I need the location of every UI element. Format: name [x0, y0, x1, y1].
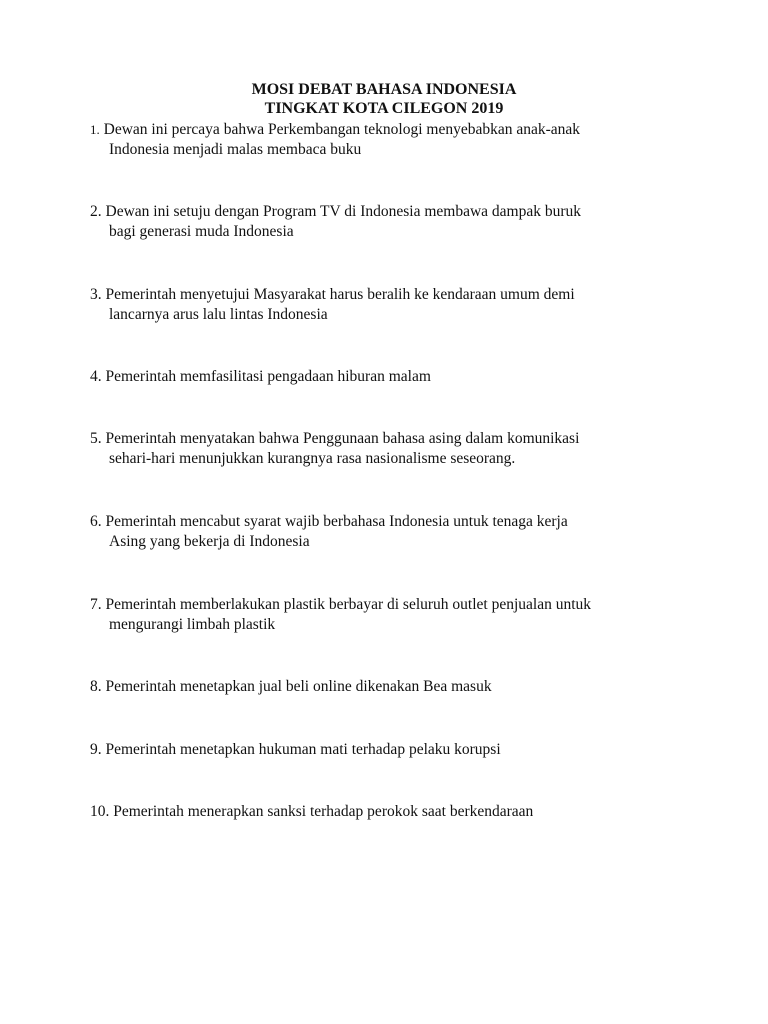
motion-continuation: lancarnya arus lalu lintas Indonesia — [109, 306, 328, 323]
motion-line-1 — [90, 285, 710, 305]
motion-line-1 — [90, 595, 710, 615]
motion-number: 4. — [90, 368, 102, 385]
motion-item-4 — [90, 367, 710, 387]
motion-item-9 — [90, 740, 710, 760]
motion-line-1 — [90, 202, 710, 222]
motion-item-10 — [90, 802, 710, 822]
motion-number: 9. — [90, 741, 102, 758]
motion-number: 2. — [90, 203, 102, 220]
motion-line-1 — [90, 740, 710, 760]
motion-text: Pemerintah menerapkan sanksi terhadap perokok saat berkendaraan — [109, 803, 534, 820]
motion-continuation: bagi generasi muda Indonesia — [109, 223, 294, 240]
motion-item-3 — [90, 285, 710, 325]
motion-text: Dewan ini percaya bahwa Perkembangan teknologi menyebabkan anak-anak — [99, 121, 581, 138]
motion-item-7 — [90, 595, 710, 635]
title-line-1: MOSI DEBAT BAHASA INDONESIA — [251, 81, 517, 98]
motion-line-1 — [90, 429, 710, 449]
motion-text: Pemerintah menetapkan hukuman mati terhadap pelaku korupsi — [101, 741, 501, 758]
motion-text: Pemerintah menyatakan bahwa Penggunaan bahasa asing dalam komunikasi — [101, 430, 580, 447]
motion-text: Pemerintah memfasilitasi pengadaan hiburan malam — [101, 368, 431, 385]
motion-text: Pemerintah menetapkan jual beli online dikenakan Bea masuk — [101, 678, 492, 695]
motion-number: 1. — [90, 122, 100, 137]
motion-number: 8. — [90, 678, 102, 695]
motion-item-2 — [90, 202, 710, 242]
motion-number: 3. — [90, 286, 102, 303]
motion-continuation: Asing yang bekerja di Indonesia — [109, 533, 310, 550]
motion-text: Dewan ini setuju dengan Program TV di Indonesia membawa dampak buruk — [101, 203, 582, 220]
motion-item-8 — [90, 677, 710, 697]
motion-text: Pemerintah memberlakukan plastik berbayar di seluruh outlet penjualan untuk — [101, 596, 592, 613]
motion-item-5 — [90, 429, 710, 469]
motion-number: 6. — [90, 513, 102, 530]
title-line-2: TINGKAT KOTA CILEGON 2019 — [264, 100, 504, 117]
motion-continuation: mengurangi limbah plastik — [109, 616, 276, 633]
motion-number: 10. — [90, 803, 110, 820]
motion-continuation: sehari-hari menunjukkan kurangnya rasa nasionalisme seseorang. — [109, 450, 516, 467]
motion-line-1 — [90, 120, 710, 140]
motion-line-1 — [90, 367, 710, 387]
motion-continuation: Indonesia menjadi malas membaca buku — [109, 141, 362, 158]
motion-text: Pemerintah mencabut syarat wajib berbahasa Indonesia untuk tenaga kerja — [101, 513, 568, 530]
motion-number: 7. — [90, 596, 102, 613]
motion-line-1 — [90, 802, 710, 822]
motion-line-1 — [90, 677, 710, 697]
motion-number: 5. — [90, 430, 102, 447]
motion-item-6 — [90, 512, 710, 552]
motion-item-1 — [90, 120, 710, 160]
motion-line-1 — [90, 512, 710, 532]
motion-text: Pemerintah menyetujui Masyarakat harus beralih ke kendaraan umum demi — [101, 286, 575, 303]
